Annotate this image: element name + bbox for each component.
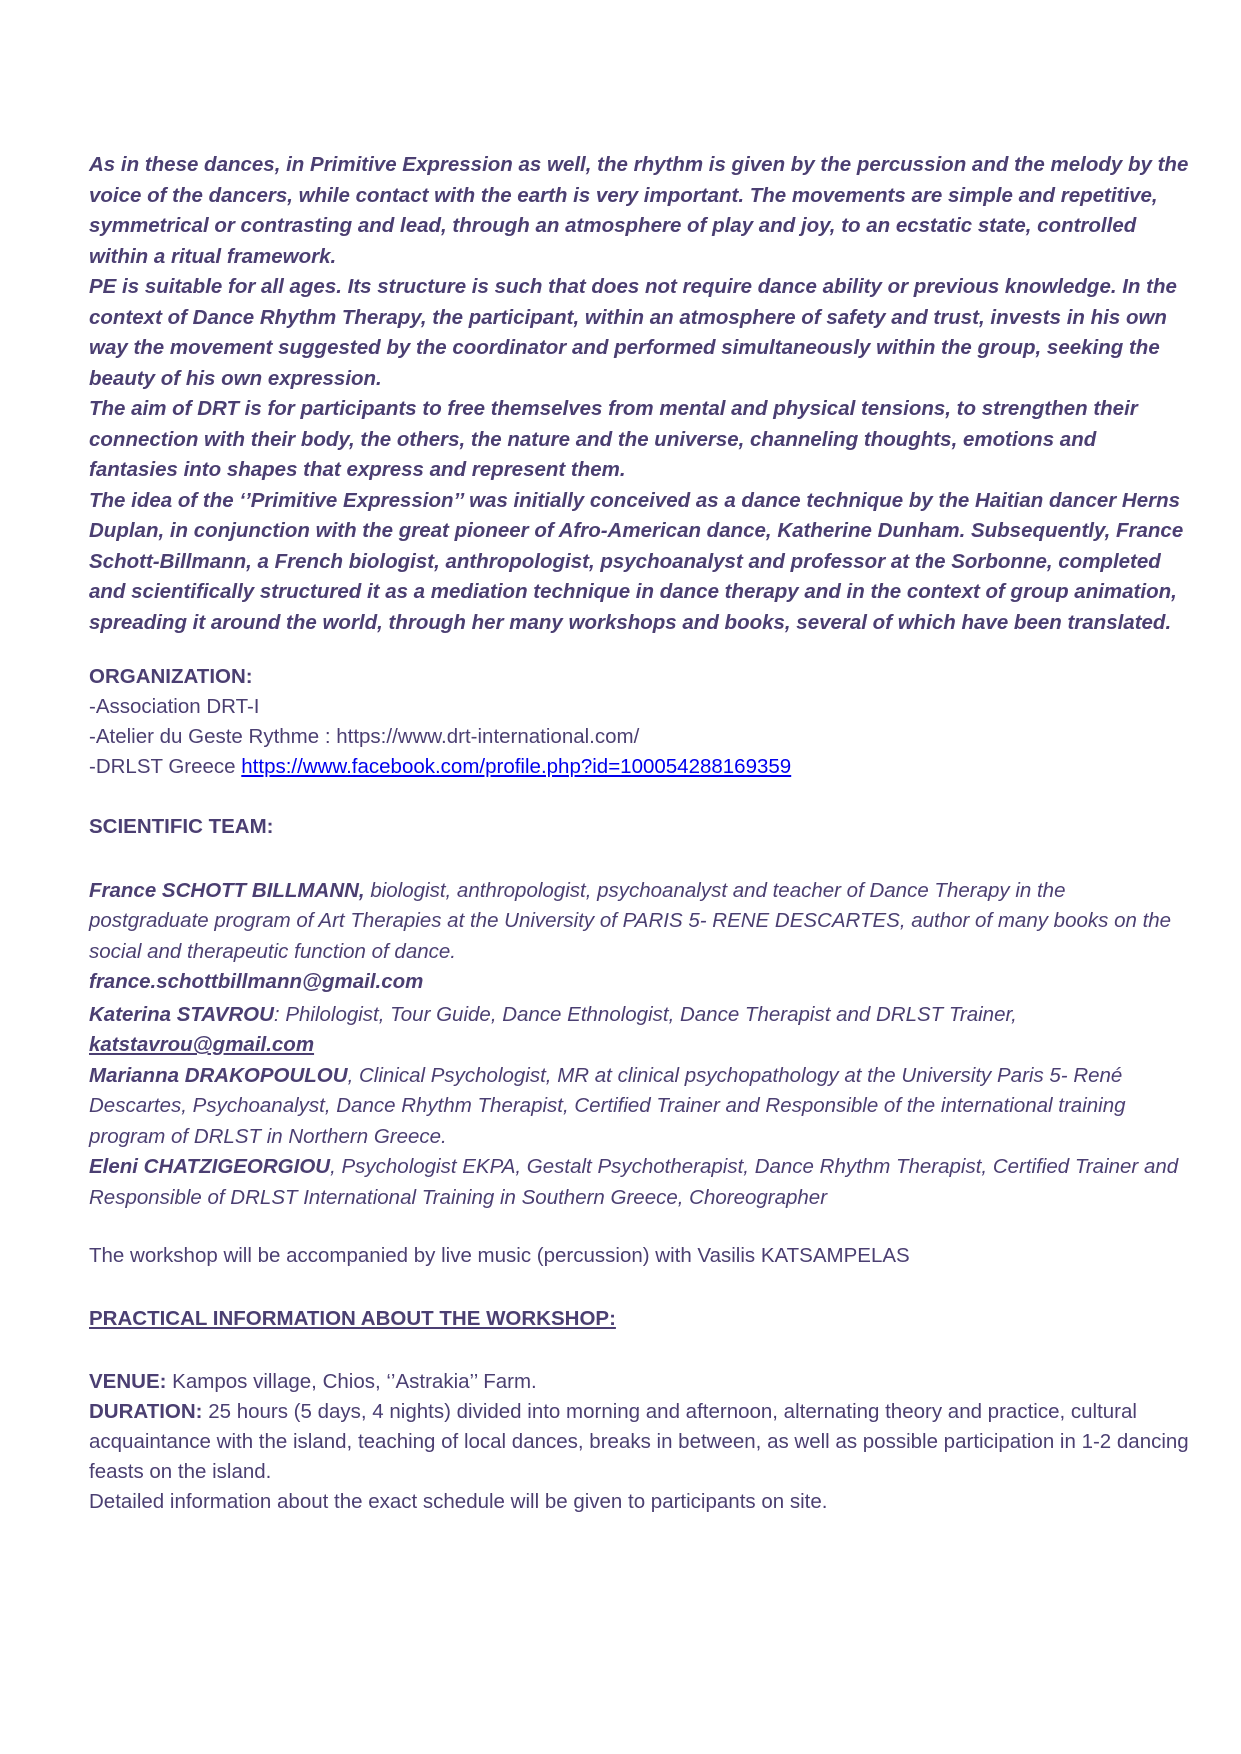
music-note: The workshop will be accompanied by live music (percussion) with Vasilis KATSAMPELAS	[89, 1244, 910, 1267]
duration-label: DURATION:	[89, 1400, 203, 1423]
intro-paragraph-2: PE is suitable for all ages. Its structure is such that does not require dance ability or previous knowledge. In the context of Dance Rhythm Therapy, the participant, within an atmosphere of safety and trust, invests in his own way the movement suggested by the coordinator and performed simultaneously within the group, seeking the beauty of his own expression.	[89, 275, 1177, 390]
team-member-1-name: France SCHOTT BILLMANN,	[89, 878, 365, 902]
team-member-2-desc: : Philologist, Tour Guide, Dance Ethnologist, Dance Therapist and DRLST Trainer,	[273, 1002, 1017, 1026]
organization-item-1: -Association DRT-I	[89, 695, 260, 718]
team-member-2-email[interactable]: katstavrou@gmail.com	[89, 1033, 315, 1056]
team-member-2-name: Katerina STAVROU	[89, 1002, 274, 1026]
team-member-1-email[interactable]: france.schottbillmann@gmail.com	[89, 970, 424, 993]
document-page	[89, 150, 1189, 1517]
organization-item-2: -Atelier du Geste Rythme : https://www.drt-international.com/	[89, 725, 640, 748]
duration-text: 25 hours (5 days, 4 nights) divided into morning and afternoon, alternating theory and practice, cultural acquaintance with the island, teaching of local dances, breaks in between, as well as possible participation in 1-2 dancing feasts on the island.	[89, 1400, 1189, 1483]
practical-heading: PRACTICAL INFORMATION ABOUT THE WORKSHOP:	[89, 1307, 616, 1330]
team-member-4-desc: , Psychologist EKPA, Gestalt Psychotherapist, Dance Rhythm Therapist, Certified Trainer and Responsible of DRLST International Training in Southern Greece, Choreographer	[89, 1155, 1179, 1209]
venue-line	[89, 1367, 1189, 1397]
team-member-3-desc: , Clinical Psychologist, MR at clinical psychopathology at the University Paris 5- René Descartes, Psychoanalyst, Dance Rhythm Therapist, Certified Trainer and Responsible of the international training program of DRLST in Northern Greece.	[89, 1063, 1126, 1148]
team-member-1-desc: biologist, anthropologist, psychoanalyst and teacher of Dance Therapy in the postgraduate program of Art Therapies at the University of PARIS 5- RENE DESCARTES, author of many books on the social and therapeutic function of dance.	[89, 878, 1172, 963]
intro-paragraph-3: The aim of DRT is for participants to free themselves from mental and physical tensions, to strengthen their connection with their body, the others, the nature and the universe, channeling thoughts, emotions and fantasies into shapes that express and represent them.	[89, 397, 1138, 481]
team-member-3	[89, 1061, 1189, 1153]
team-member-2	[89, 1000, 1189, 1031]
intro-paragraph-1: As in these dances, in Primitive Expression as well, the rhythm is given by the percussion and the melody by the voice of the dancers, while contact with the earth is very important. The movements are simple and repetitive, symmetrical or contrasting and lead, through an atmosphere of play and joy, to an ecstatic state, controlled within a ritual framework.	[89, 153, 1189, 268]
organization-item-3	[89, 752, 1189, 782]
duration-line	[89, 1397, 1189, 1487]
scientific-team-section	[89, 812, 1189, 1213]
practical-section	[89, 1304, 1189, 1517]
schedule-note: Detailed information about the exact schedule will be given to participants on site.	[89, 1490, 828, 1513]
team-member-4	[89, 1152, 1189, 1213]
organization-item-3-prefix: -DRLST Greece	[89, 755, 242, 778]
organization-heading: ORGANIZATION:	[89, 665, 253, 688]
intro-section	[89, 150, 1189, 638]
venue-label: VENUE:	[89, 1370, 167, 1393]
organization-section	[89, 662, 1189, 782]
team-member-4-name: Eleni CHATZIGEORGIOU	[89, 1155, 331, 1178]
facebook-link[interactable]: https://www.facebook.com/profile.php?id=100054288169359	[241, 755, 792, 778]
venue-text: Kampos village, Chios, ‘’Astrakia’’ Farm.	[166, 1370, 537, 1393]
team-member-1	[89, 876, 1189, 968]
scientific-team-heading: SCIENTIFIC TEAM:	[89, 815, 274, 838]
team-member-3-name: Marianna DRAKOPOULOU	[89, 1063, 348, 1087]
intro-paragraph-4: The idea of the ‘’Primitive Expression’’ was initially conceived as a dance technique by the Haitian dancer Herns Duplan, in conjunction with the great pioneer of Afro-American dance, Katherine Dunham. Subsequently, France Schott-Billmann, a French biologist, anthropologist, psychoanalyst and professor at the Sorbonne, completed and scientifically structured it as a mediation technique in dance therapy and in the context of group animation, spreading it around the world, through her many workshops and books, several of which have been translated.	[89, 488, 1184, 634]
